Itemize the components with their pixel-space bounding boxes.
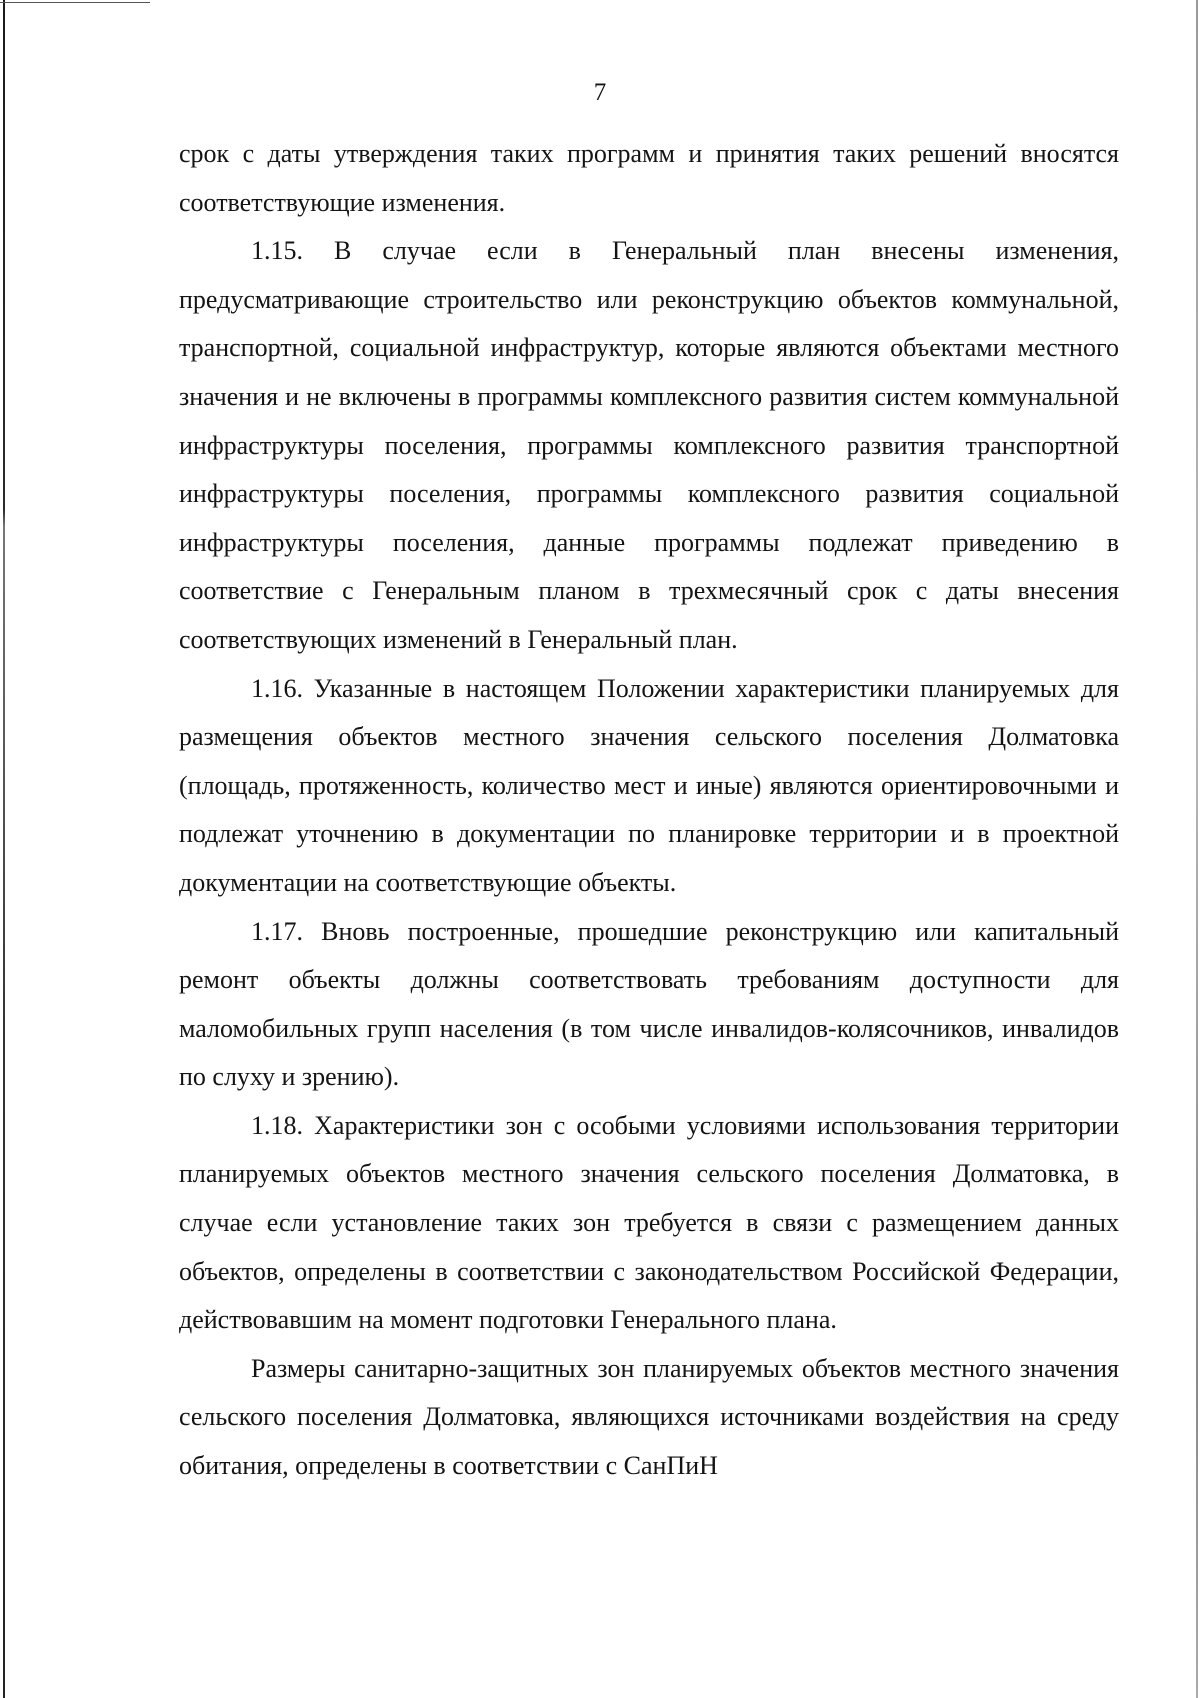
paragraph-sanitary-zones: Размеры санитарно-защитных зон планируемых объектов местного значения сельского поселения Долматовка, являющихся источниками воздействия на среду обитания, определены в соответствии с СанПиН: [179, 1353, 1119, 1481]
paragraph-1-16: 1.16. Указанные в настоящем Положении характеристики планируемых для размещения объектов местного значения сельского поселения Долматовка (площадь, протяженность, количество мест и иные) являются ориентировочными и подлежат уточнению в документации по планировке территории и в проектной документации на соответствующие объекты.: [179, 673, 1119, 897]
scan-edge-top: [0, 2, 150, 3]
scan-edge-right: [1196, 0, 1198, 1698]
document-body: [179, 130, 1119, 1491]
page-number: 7: [593, 79, 607, 106]
paragraph-1-15: 1.15. В случае если в Генеральный план внесены изменения, предусматривающие строительство или реконструкцию объектов коммунальной, транспортной, социальной инфраструктур, которые являются объектами местного значения и не включены в программы комплексного развития систем коммунальной инфраструктуры поселения, программы комплексного развития транспортной инфраструктуры поселения, программы комплексного развития социальной инфраструктуры поселения, данные программы подлежат приведению в соответствие с Генеральным планом в трехмесячный срок с даты внесения соответствующих изменений в Генеральный план.: [179, 236, 1119, 654]
paragraph-1-18: 1.18. Характеристики зон с особыми условиями использования территории планируемых объектов местного значения сельского поселения Долматовка, в случае если установление таких зон требуется в связи с размещением данных объектов, определены в соответствии с законодательством Российской Федерации, действовавшим на момент подготовки Генерального плана.: [179, 1110, 1119, 1335]
scan-edge-left: [3, 0, 5, 1698]
paragraph-1-17: 1.17. Вновь построенные, прошедшие реконструкцию или капитальный ремонт объекты должны соответствовать требованиям доступности для маломобильных групп населения (в том числе инвалидов-колясочников, инвалидов по слуху и зрению).: [179, 916, 1119, 1092]
paragraph-continuation: срок с даты утверждения таких программ и принятия таких решений вносятся соответствующие изменения.: [179, 139, 1119, 217]
